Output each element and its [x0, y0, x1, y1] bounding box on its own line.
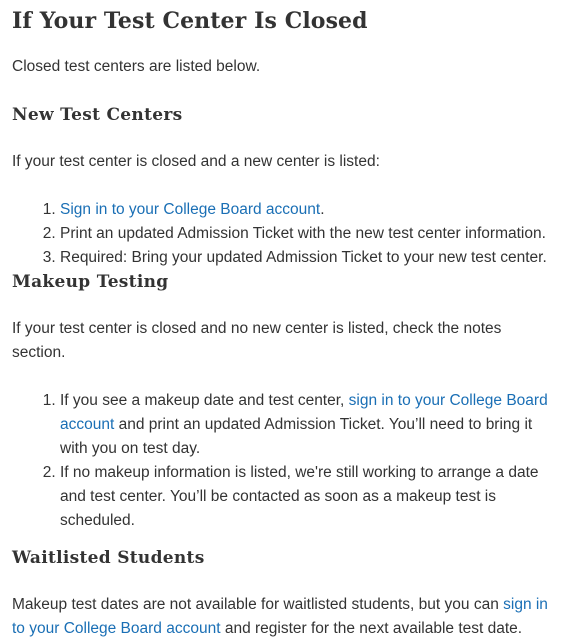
list-item: 2. If no makeup information is listed, we're still working to arrange a date and test center. You’ll be contacted as soon as a makeup test is scheduled.: [60, 461, 557, 533]
waitlisted-students-heading: Waitlisted Students: [12, 548, 205, 568]
sign-in-link[interactable]: Sign in to your College Board account: [60, 201, 321, 218]
step-text: and print an updated Admission Ticket. You’ll need to bring it with you on test day.: [60, 416, 533, 457]
list-item: [60, 389, 557, 461]
new-test-centers-lead: If your test center is closed and a new center is listed:: [12, 153, 380, 170]
list-item: 3. Required: Bring your updated Admission Ticket to your new test center.: [60, 246, 557, 270]
makeup-testing-lead: If your test center is closed and no new center is listed, check the notes section.: [12, 320, 502, 361]
step-text: .: [320, 201, 325, 218]
sign-in-link[interactable]: sign in to your College Board account: [60, 392, 548, 433]
intro-text: Closed test centers are listed below.: [12, 58, 261, 75]
body-text: Makeup test dates are not available for waitlisted students, but you can: [12, 596, 504, 613]
body-text: and register for the next available test date.: [220, 620, 523, 637]
waitlisted-students-text: [12, 593, 557, 641]
list-item: [60, 198, 557, 222]
makeup-testing-heading: Makeup Testing: [12, 272, 169, 292]
makeup-testing-steps: [12, 389, 557, 533]
list-item: 2. Print an updated Admission Ticket with the new test center information.: [60, 222, 557, 246]
step-text: If you see a makeup date and test center,: [60, 392, 349, 409]
new-test-centers-heading: New Test Centers: [12, 105, 183, 125]
page-title: If Your Test Center Is Closed: [12, 8, 368, 34]
sign-in-link[interactable]: sign in to your College Board account: [12, 596, 548, 637]
new-test-centers-steps: [12, 198, 557, 270]
